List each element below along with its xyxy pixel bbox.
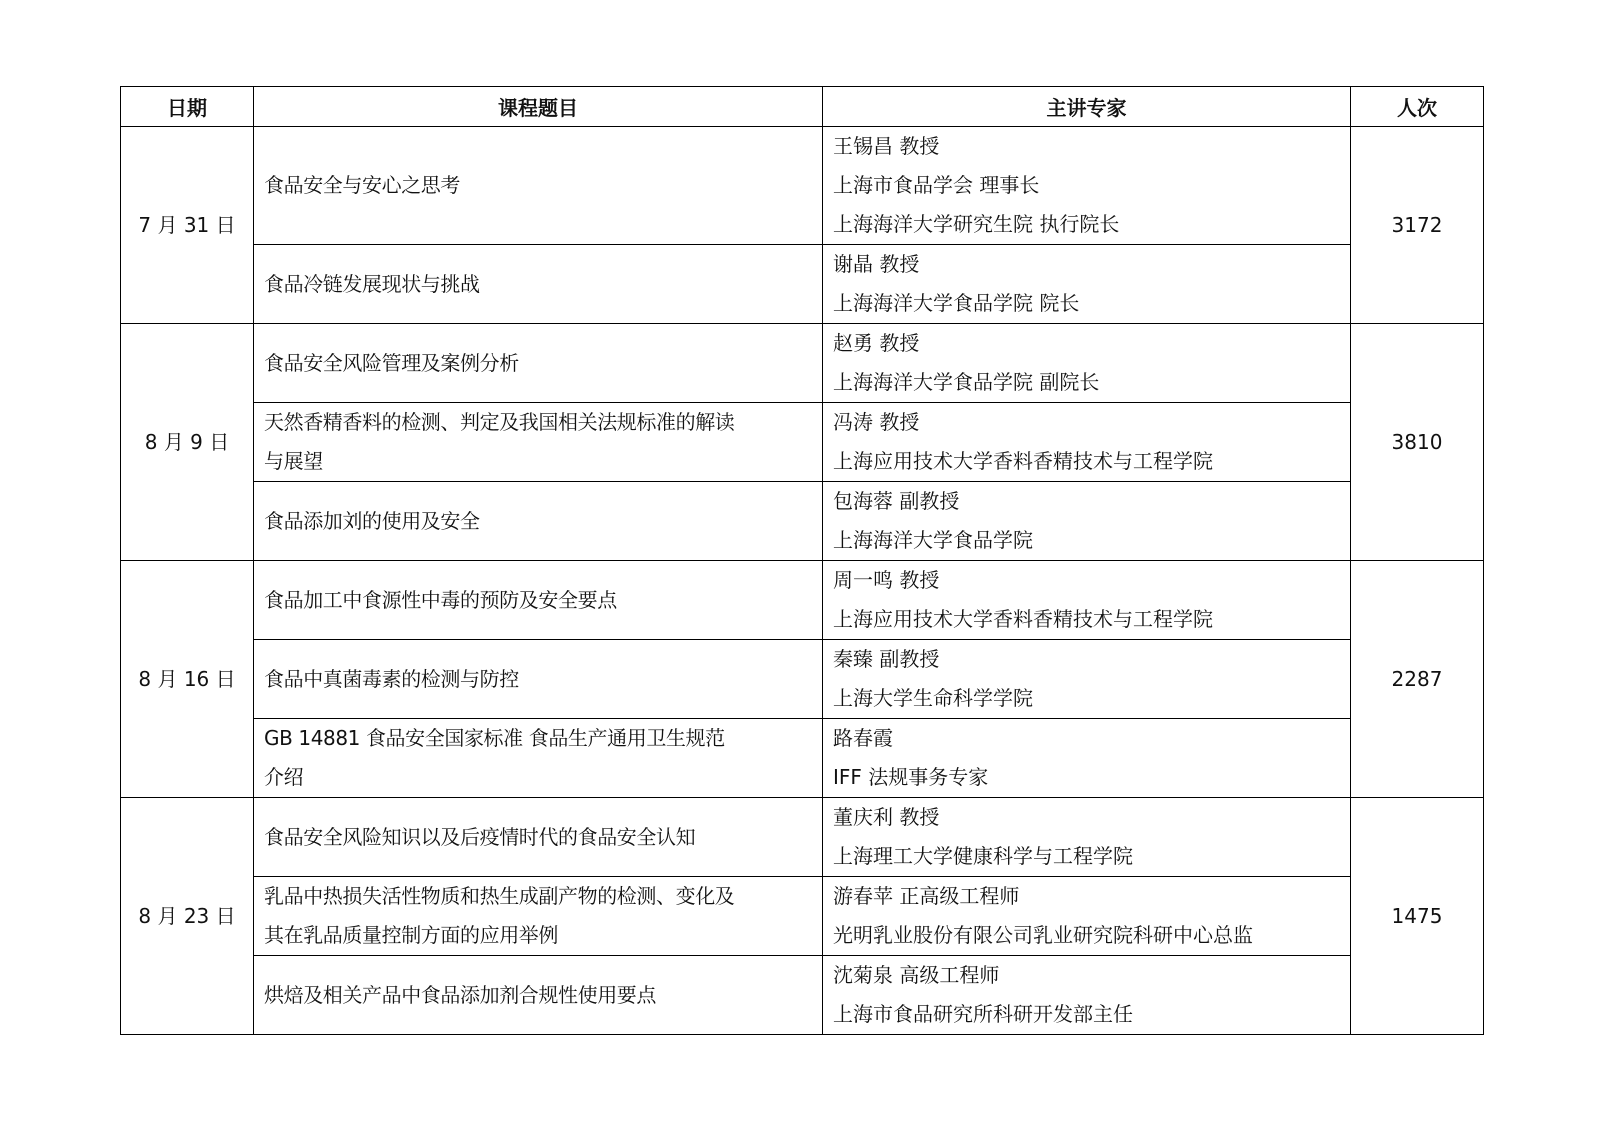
course-title bbox=[254, 482, 823, 561]
course-title bbox=[254, 719, 823, 798]
expert-line: 赵勇 教授 bbox=[833, 331, 920, 355]
expert-info bbox=[823, 403, 1351, 482]
expert-info bbox=[823, 245, 1351, 324]
expert-line: IFF 法规事务专家 bbox=[833, 765, 989, 789]
course-title bbox=[254, 877, 823, 956]
course-title bbox=[254, 640, 823, 719]
expert-line: 谢晶 教授 bbox=[833, 252, 920, 276]
expert-info bbox=[823, 956, 1351, 1035]
table-row bbox=[121, 640, 1484, 719]
course-title-line: 天然香精香料的检测、判定及我国相关法规标准的解读 bbox=[264, 410, 735, 434]
header-date: 日期 bbox=[121, 87, 254, 127]
session-date: 8 月 9 日 bbox=[121, 324, 254, 561]
course-title-line: 乳品中热损失活性物质和热生成副产物的检测、变化及 bbox=[264, 884, 735, 908]
expert-info bbox=[823, 719, 1351, 798]
schedule-body bbox=[121, 127, 1484, 1035]
header-expert: 主讲专家 bbox=[823, 87, 1351, 127]
table-row bbox=[121, 482, 1484, 561]
course-title bbox=[254, 561, 823, 640]
expert-line: 上海市食品研究所科研开发部主任 bbox=[833, 1002, 1133, 1026]
expert-info bbox=[823, 561, 1351, 640]
expert-info bbox=[823, 324, 1351, 403]
course-title-line: 食品冷链发展现状与挑战 bbox=[264, 271, 480, 296]
expert-line: 光明乳业股份有限公司乳业研究院科研中心总监 bbox=[833, 923, 1253, 947]
expert-info bbox=[823, 127, 1351, 245]
table-row bbox=[121, 561, 1484, 640]
expert-line: 上海应用技术大学香料香精技术与工程学院 bbox=[833, 449, 1213, 473]
expert-line: 周一鸣 教授 bbox=[833, 568, 940, 592]
course-title-line: 食品加工中食源性中毒的预防及安全要点 bbox=[264, 587, 617, 612]
attendance-count: 3172 bbox=[1351, 127, 1484, 324]
course-title-line: 其在乳品质量控制方面的应用举例 bbox=[264, 923, 558, 947]
course-title bbox=[254, 956, 823, 1035]
session-date: 8 月 16 日 bbox=[121, 561, 254, 798]
expert-info bbox=[823, 482, 1351, 561]
course-title-line: GB 14881 食品安全国家标准 食品生产通用卫生规范 bbox=[264, 726, 725, 750]
expert-line: 冯涛 教授 bbox=[833, 410, 920, 434]
expert-line: 上海海洋大学研究生院 执行院长 bbox=[833, 212, 1120, 236]
course-title-line: 与展望 bbox=[264, 449, 323, 473]
table-row bbox=[121, 324, 1484, 403]
table-row bbox=[121, 956, 1484, 1035]
course-title bbox=[254, 403, 823, 482]
expert-line: 包海蓉 副教授 bbox=[833, 489, 960, 513]
course-title bbox=[254, 245, 823, 324]
expert-line: 王锡昌 教授 bbox=[833, 134, 940, 158]
header-course: 课程题目 bbox=[254, 87, 823, 127]
table-row bbox=[121, 877, 1484, 956]
course-title-line: 烘焙及相关产品中食品添加剂合规性使用要点 bbox=[264, 982, 656, 1007]
course-title-line: 食品中真菌毒素的检测与防控 bbox=[264, 666, 519, 691]
attendance-count: 2287 bbox=[1351, 561, 1484, 798]
course-title-line: 食品安全风险管理及案例分析 bbox=[264, 350, 519, 375]
table-row bbox=[121, 245, 1484, 324]
header-row bbox=[121, 87, 1484, 127]
table-row bbox=[121, 127, 1484, 245]
table-row bbox=[121, 719, 1484, 798]
course-title-line: 介绍 bbox=[264, 765, 304, 789]
expert-line: 上海理工大学健康科学与工程学院 bbox=[833, 844, 1133, 868]
expert-info bbox=[823, 877, 1351, 956]
course-title-line: 食品添加刘的使用及安全 bbox=[264, 508, 480, 533]
expert-line: 上海市食品学会 理事长 bbox=[833, 173, 1040, 197]
attendance-count: 3810 bbox=[1351, 324, 1484, 561]
expert-line: 董庆利 教授 bbox=[833, 805, 940, 829]
expert-line: 秦臻 副教授 bbox=[833, 647, 940, 671]
attendance-count: 1475 bbox=[1351, 798, 1484, 1035]
header-count: 人次 bbox=[1351, 87, 1484, 127]
course-title bbox=[254, 798, 823, 877]
course-schedule-table bbox=[120, 86, 1484, 1035]
course-title bbox=[254, 324, 823, 403]
session-date: 8 月 23 日 bbox=[121, 798, 254, 1035]
course-title bbox=[254, 127, 823, 245]
expert-line: 游春苹 正高级工程师 bbox=[833, 884, 1020, 908]
expert-line: 路春霞 bbox=[833, 726, 893, 750]
expert-info bbox=[823, 640, 1351, 719]
table-row bbox=[121, 403, 1484, 482]
expert-line: 上海海洋大学食品学院 院长 bbox=[833, 291, 1080, 315]
session-date: 7 月 31 日 bbox=[121, 127, 254, 324]
expert-info bbox=[823, 798, 1351, 877]
expert-line: 沈菊泉 高级工程师 bbox=[833, 963, 1000, 987]
expert-line: 上海海洋大学食品学院 副院长 bbox=[833, 370, 1100, 394]
expert-line: 上海大学生命科学学院 bbox=[833, 686, 1033, 710]
table-row bbox=[121, 798, 1484, 877]
course-title-line: 食品安全风险知识以及后疫情时代的食品安全认知 bbox=[264, 824, 696, 849]
expert-line: 上海海洋大学食品学院 bbox=[833, 528, 1033, 552]
course-title-line: 食品安全与安心之思考 bbox=[264, 173, 460, 197]
expert-line: 上海应用技术大学香料香精技术与工程学院 bbox=[833, 607, 1213, 631]
